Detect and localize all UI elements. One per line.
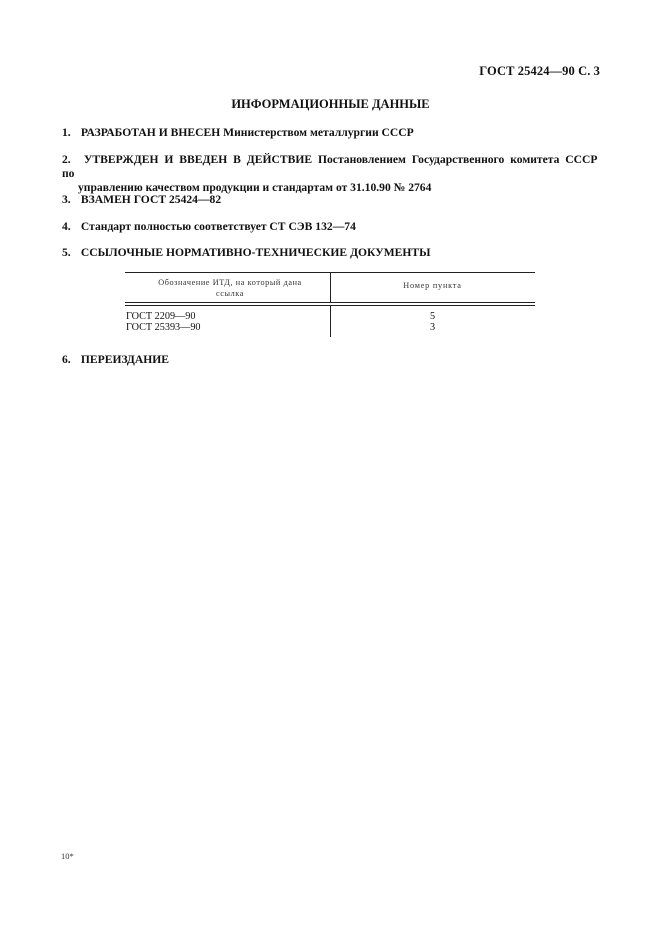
standard-page-header: ГОСТ 25424—90 С. 3 xyxy=(479,64,600,78)
item-text-continued: управлению качеством продукции и стандартам от 31.10.90 № 2764 xyxy=(78,181,432,194)
item-number: 3. xyxy=(62,193,71,206)
table-cell-point: 5 xyxy=(429,311,436,322)
table-cell-document: ГОСТ 2209—90 xyxy=(126,311,196,322)
info-item-5 xyxy=(62,246,607,260)
table-header-rule xyxy=(125,302,535,303)
item-number: 6. xyxy=(62,353,71,366)
table-header-point: Номер пункта xyxy=(403,281,462,290)
info-item-4 xyxy=(62,220,607,234)
item-text: Министерством металлургии СССР xyxy=(223,126,414,139)
section-title: ИНФОРМАЦИОННЫЕ ДАННЫЕ xyxy=(231,97,430,111)
info-item-2 xyxy=(62,153,607,195)
table-cell-point: 3 xyxy=(429,322,436,333)
item-number: 4. xyxy=(62,220,71,233)
item-text: Постановлением Государственного комитета СССР по xyxy=(62,153,598,180)
info-item-3 xyxy=(62,193,607,207)
item-lead: РАЗРАБОТАН И ВНЕСЕН xyxy=(80,126,221,139)
info-item-1 xyxy=(62,126,607,140)
item-number: 5. xyxy=(62,246,71,259)
item-text: Стандарт полностью соответствует СТ СЭВ 132—74 xyxy=(80,220,356,233)
item-lead: ПЕРЕИЗДАНИЕ xyxy=(80,353,170,366)
item-lead: ССЫЛОЧНЫЕ НОРМАТИВНО-ТЕХНИЧЕСКИЕ ДОКУМЕНТЫ xyxy=(80,246,431,259)
table-row xyxy=(125,311,535,322)
info-item-6 xyxy=(62,353,607,367)
table-row xyxy=(125,322,535,333)
item-number: 2. xyxy=(62,153,71,166)
table-header-document: Обозначение ИТД, на который дана ссылка xyxy=(158,278,302,298)
page-footer-mark: 10* xyxy=(61,851,74,861)
item-number: 1. xyxy=(62,126,71,139)
item-lead: ВЗАМЕН ГОСТ 25424—82 xyxy=(80,193,222,206)
item-lead: УТВЕРЖДЕН И ВВЕДЕН В ДЕЙСТВИЕ xyxy=(83,153,313,166)
table-cell-document: ГОСТ 25393—90 xyxy=(126,322,201,333)
